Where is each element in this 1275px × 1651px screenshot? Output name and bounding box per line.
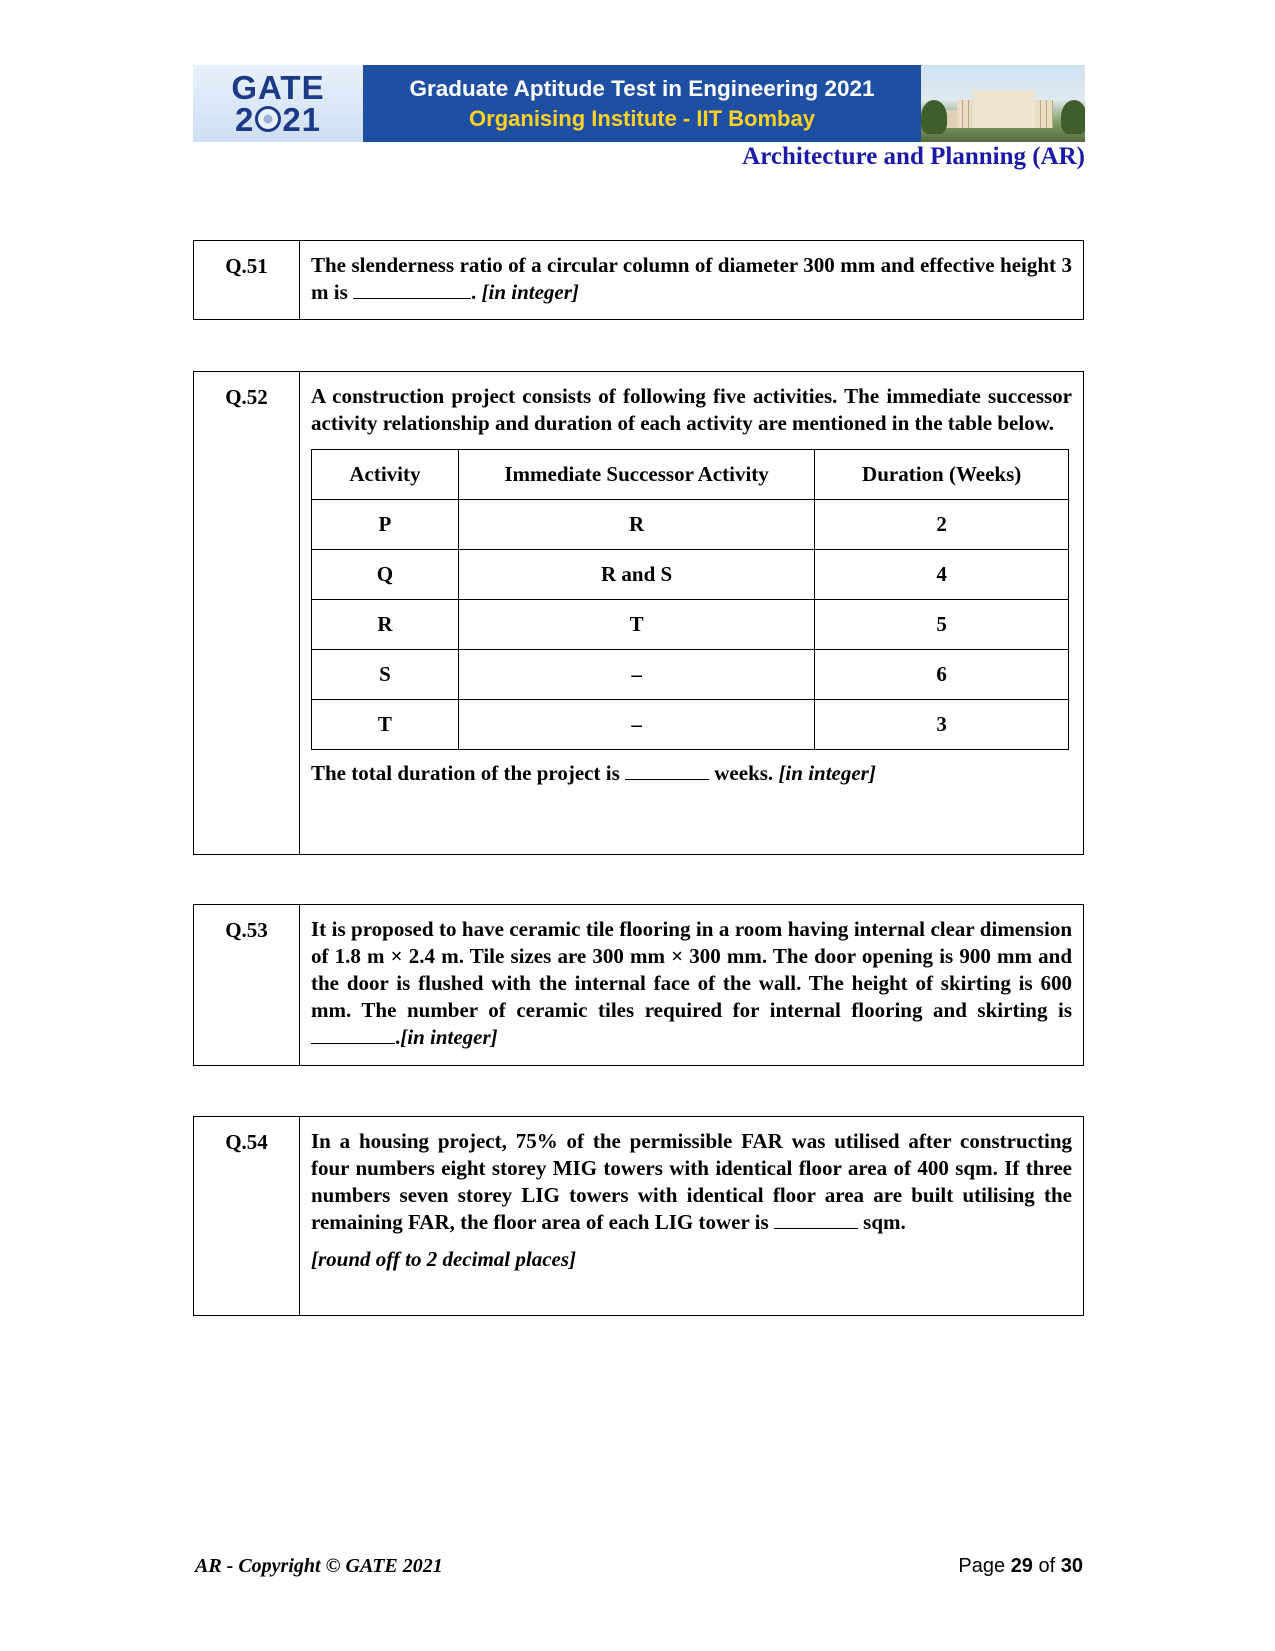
cell-duration: 6	[815, 650, 1069, 700]
table-row	[312, 500, 1069, 550]
question-number: Q.52	[194, 372, 300, 854]
question-body: It is proposed to have ceramic tile flooring in a room having internal clear dimension of 1.8 m × 2.4 m. Tile sizes are 300 mm × 300 mm. The door opening is 900 mm and the door is flushed with the internal face of the wall. The height of skirting is 600 mm. The number of ceramic tiles required for internal flooring and skirting is	[311, 917, 1072, 1022]
answer-blank	[311, 1025, 395, 1044]
building-shape	[973, 90, 1035, 128]
gate-logo	[193, 65, 363, 142]
question-text	[300, 241, 1083, 319]
tree-shape	[1061, 100, 1085, 134]
column-header-duration: Duration (Weeks)	[815, 450, 1069, 500]
logo-year-last-digits: 21	[282, 100, 322, 138]
answer-format-row	[311, 1246, 1072, 1273]
question-tail: .	[395, 1025, 401, 1049]
header-banner	[193, 65, 1085, 142]
cell-successor: –	[458, 650, 814, 700]
question-body: In a housing project, 75% of the permissible FAR was utilised after constructing four numbers eight storey MIG towers with identical floor area of 400 sqm. If three numbers seven storey LIG towers with identical floor area are built utilising the remaining FAR, the floor area of each LIG tower is	[311, 1129, 1072, 1234]
answer-format-note: [in integer]	[778, 761, 876, 785]
question-53	[193, 904, 1084, 1066]
question-tail: .	[471, 280, 477, 304]
table-row	[312, 650, 1069, 700]
answer-blank	[353, 280, 471, 299]
column-header-activity: Activity	[312, 450, 459, 500]
section-title: Architecture and Planning (AR)	[742, 143, 1085, 170]
cell-duration: 2	[815, 500, 1069, 550]
table-row	[312, 600, 1069, 650]
cell-successor: T	[458, 600, 814, 650]
question-prompt-text: The total duration of the project is	[311, 761, 620, 785]
footer-copyright: AR - Copyright © GATE 2021	[195, 1555, 443, 1577]
answer-unit: sqm.	[863, 1210, 906, 1234]
iit-seal-icon	[255, 106, 281, 132]
answer-format-note: [in integer]	[400, 1025, 498, 1049]
footer-page-number	[958, 1555, 1083, 1578]
page-total: 30	[1060, 1555, 1083, 1577]
question-text	[300, 1117, 1083, 1315]
answer-unit: weeks.	[714, 761, 774, 785]
question-body: The slenderness ratio of a circular column of diameter 300 mm and effective height 3 m is	[311, 253, 1072, 304]
banner-title: Graduate Aptitude Test in Engineering 2021	[409, 75, 875, 101]
cell-successor: R and S	[458, 550, 814, 600]
cell-activity: R	[312, 600, 459, 650]
banner-title-box	[363, 65, 921, 142]
question-number: Q.51	[194, 241, 300, 319]
cell-activity: Q	[312, 550, 459, 600]
activity-table	[311, 449, 1069, 750]
cell-activity: P	[312, 500, 459, 550]
question-51	[193, 240, 1084, 320]
cell-activity: T	[312, 700, 459, 750]
question-number: Q.54	[194, 1117, 300, 1315]
tree-shape	[921, 100, 947, 134]
question-52	[193, 371, 1084, 855]
cell-activity: S	[312, 650, 459, 700]
campus-photo	[921, 65, 1085, 142]
table-row	[312, 700, 1069, 750]
cell-duration: 5	[815, 600, 1069, 650]
cell-successor: –	[458, 700, 814, 750]
banner-subtitle: Organising Institute - IIT Bombay	[469, 105, 815, 131]
answer-blank	[774, 1210, 858, 1229]
table-row	[312, 550, 1069, 600]
question-text	[300, 372, 1083, 854]
table-header-row	[312, 450, 1069, 500]
cell-successor: R	[458, 500, 814, 550]
page-of: of	[1038, 1555, 1056, 1577]
answer-format-note: [round off to 2 decimal places]	[311, 1247, 577, 1271]
question-text	[300, 905, 1083, 1065]
question-prompt	[311, 760, 1072, 787]
cell-duration: 3	[815, 700, 1069, 750]
answer-blank	[625, 761, 709, 780]
question-54	[193, 1116, 1084, 1316]
logo-year	[234, 100, 322, 138]
answer-format-note: [in integer]	[481, 280, 579, 304]
page-label: Page	[958, 1555, 1006, 1577]
logo-word: GATE	[231, 69, 325, 107]
question-number: Q.53	[194, 905, 300, 1065]
cell-duration: 4	[815, 550, 1069, 600]
logo-year-first-digit: 2	[234, 100, 255, 138]
column-header-successor: Immediate Successor Activity	[458, 450, 814, 500]
question-intro: A construction project consists of following five activities. The immediate successor activity relationship and duration of each activity are mentioned in the table below.	[311, 384, 1072, 435]
page-current: 29	[1010, 1555, 1033, 1577]
